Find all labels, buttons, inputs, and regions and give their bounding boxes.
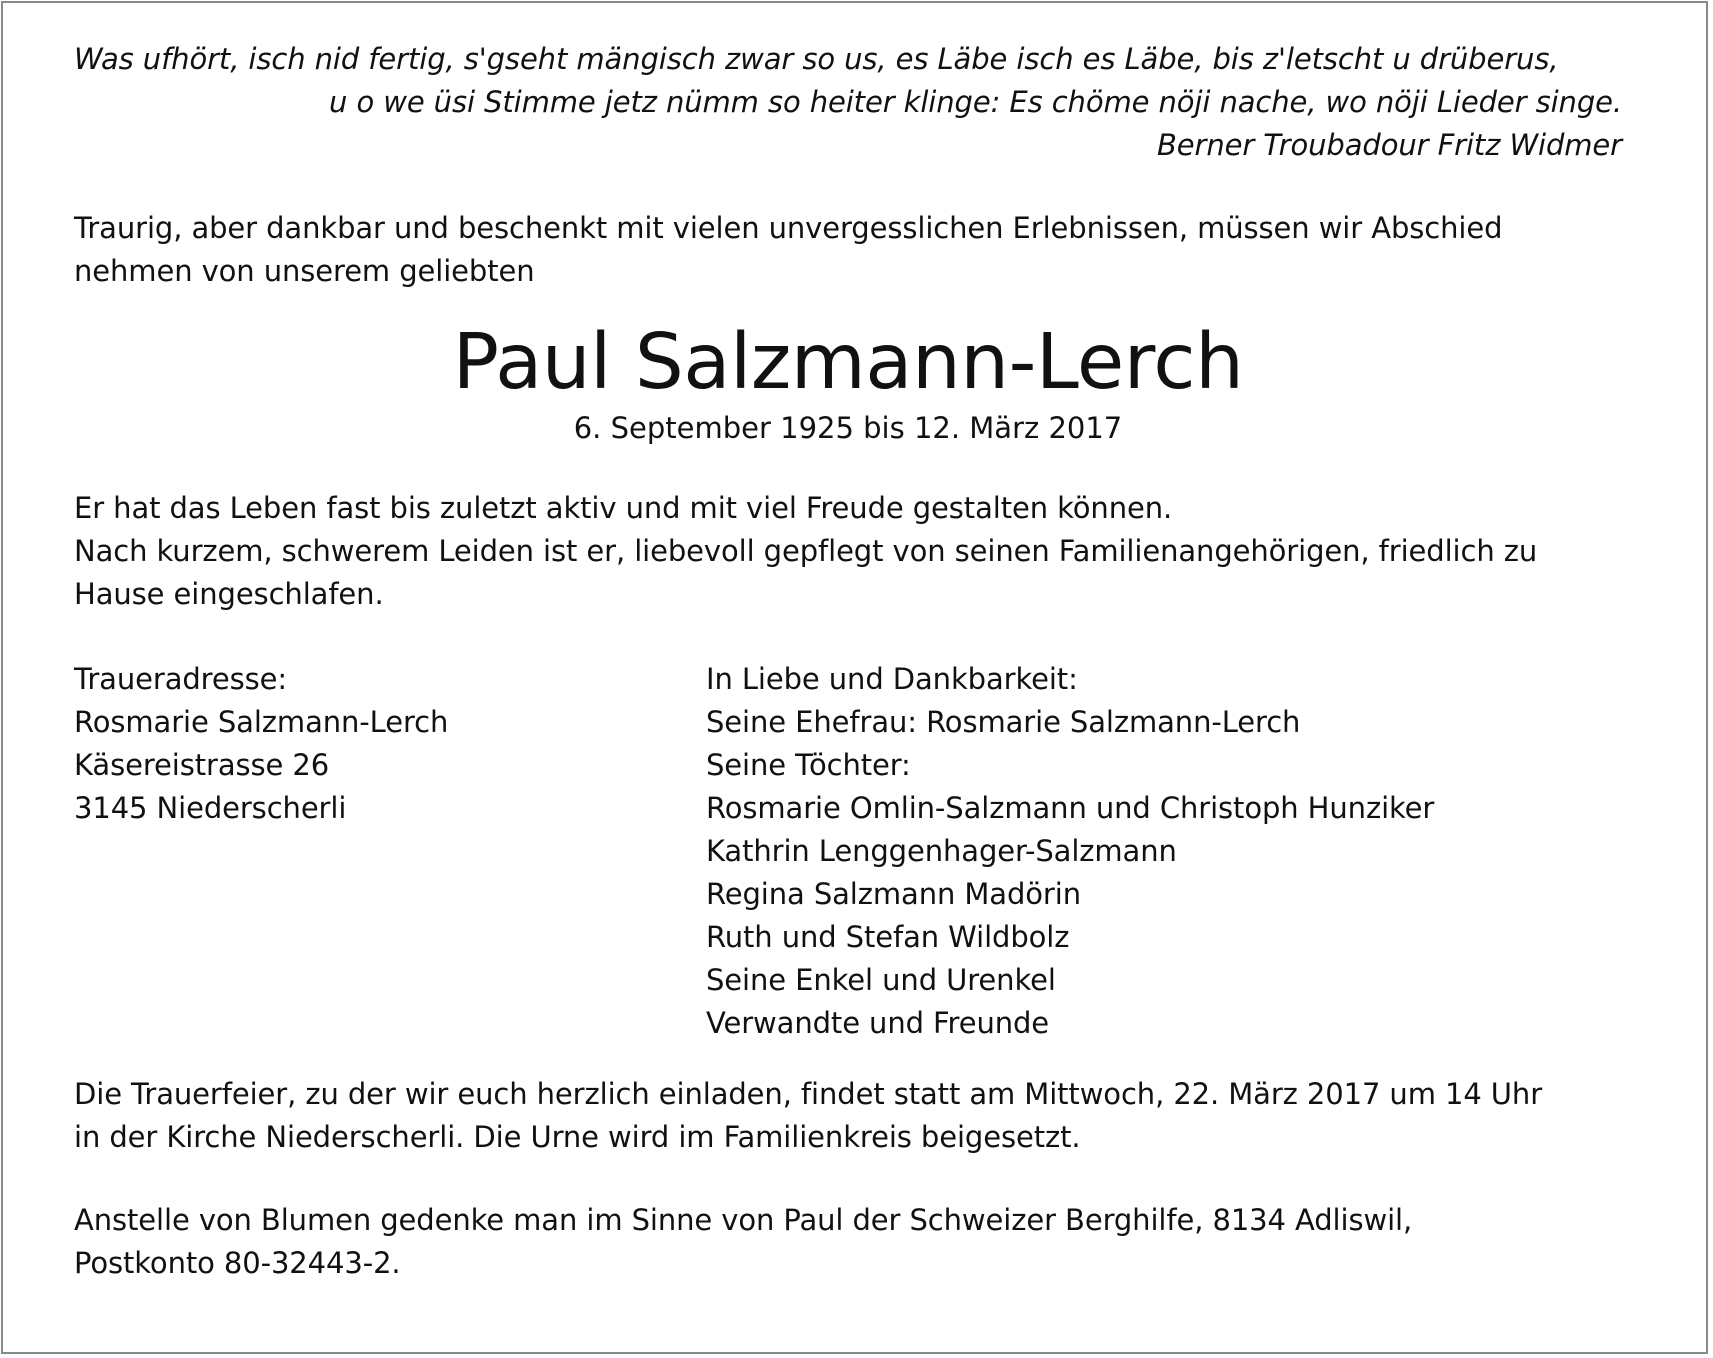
mourner-entry: Seine Enkel und Urenkel <box>706 963 1056 997</box>
life-text <box>74 487 1634 616</box>
intro-block <box>74 207 1634 293</box>
intro-line-2: nehmen von unserem geliebten <box>74 254 535 288</box>
life-text-line-3: Hause eingeschlafen. <box>74 577 384 611</box>
donation-info <box>74 1199 1634 1285</box>
life-text-line-2: Nach kurzem, schwerem Leiden ist er, liebevoll gepflegt von seinen Familienangehörigen, friedlich zu <box>74 534 1538 568</box>
ceremony-line-1: Die Trauerfeier, zu der wir euch herzlich einladen, findet statt am Mittwoch, 22. März 2017 um 14 Uhr <box>74 1077 1543 1111</box>
mourners-heading: In Liebe und Dankbarkeit: <box>706 662 1078 696</box>
mourner-entry: Ruth und Stefan Wildbolz <box>706 920 1070 954</box>
mourning-address <box>74 658 448 830</box>
quote-block <box>74 38 1622 167</box>
ceremony-line-2: in der Kirche Niederscherli. Die Urne wird im Familienkreis beigesetzt. <box>74 1120 1081 1154</box>
donation-line-2: Postkonto 80-32443-2. <box>74 1246 401 1280</box>
address-street: Käsereistrasse 26 <box>74 748 330 782</box>
quote-author: Berner Troubadour Fritz Widmer <box>1156 128 1622 162</box>
mourner-entry: Regina Salzmann Madörin <box>706 877 1081 911</box>
mourner-entry: Kathrin Lenggenhager-Salzmann <box>706 834 1177 868</box>
mourner-entry: Seine Ehefrau: Rosmarie Salzmann-Lerch <box>706 705 1301 739</box>
mourners-list <box>706 658 1434 1045</box>
address-city: 3145 Niederscherli <box>74 791 347 825</box>
life-text-line-1: Er hat das Leben fast bis zuletzt aktiv und mit viel Freude gestalten können. <box>74 491 1173 525</box>
quote-line-1: Was ufhört, isch nid fertig, s'gseht mängisch zwar so us, es Läbe isch es Läbe, bis z'letscht u drüberus, <box>74 42 1559 76</box>
mourner-entry: Rosmarie Omlin-Salzmann und Christoph Hunziker <box>706 791 1435 825</box>
mourner-entry: Verwandte und Freunde <box>706 1006 1050 1040</box>
address-heading: Traueradresse: <box>74 662 288 696</box>
life-dates: 6. September 1925 bis 12. März 2017 <box>573 411 1123 445</box>
intro-line-1: Traurig, aber dankbar und beschenkt mit vielen unvergesslichen Erlebnissen, müssen wir Abschied <box>74 211 1503 245</box>
deceased-name: Paul Salzmann-Lerch <box>452 318 1244 407</box>
address-name: Rosmarie Salzmann-Lerch <box>74 705 449 739</box>
ceremony-info <box>74 1073 1634 1159</box>
quote-line-2: u o we üsi Stimme jetz nümm so heiter klinge: Es chöme nöji nache, wo nöji Lieder singe. <box>329 85 1622 119</box>
mourner-entry: Seine Töchter: <box>706 748 911 782</box>
death-notice <box>74 38 1634 1285</box>
address-and-mourners <box>74 658 1634 1048</box>
donation-line-1: Anstelle von Blumen gedenke man im Sinne von Paul der Schweizer Berghilfe, 8134 Adliswil, <box>74 1203 1413 1237</box>
